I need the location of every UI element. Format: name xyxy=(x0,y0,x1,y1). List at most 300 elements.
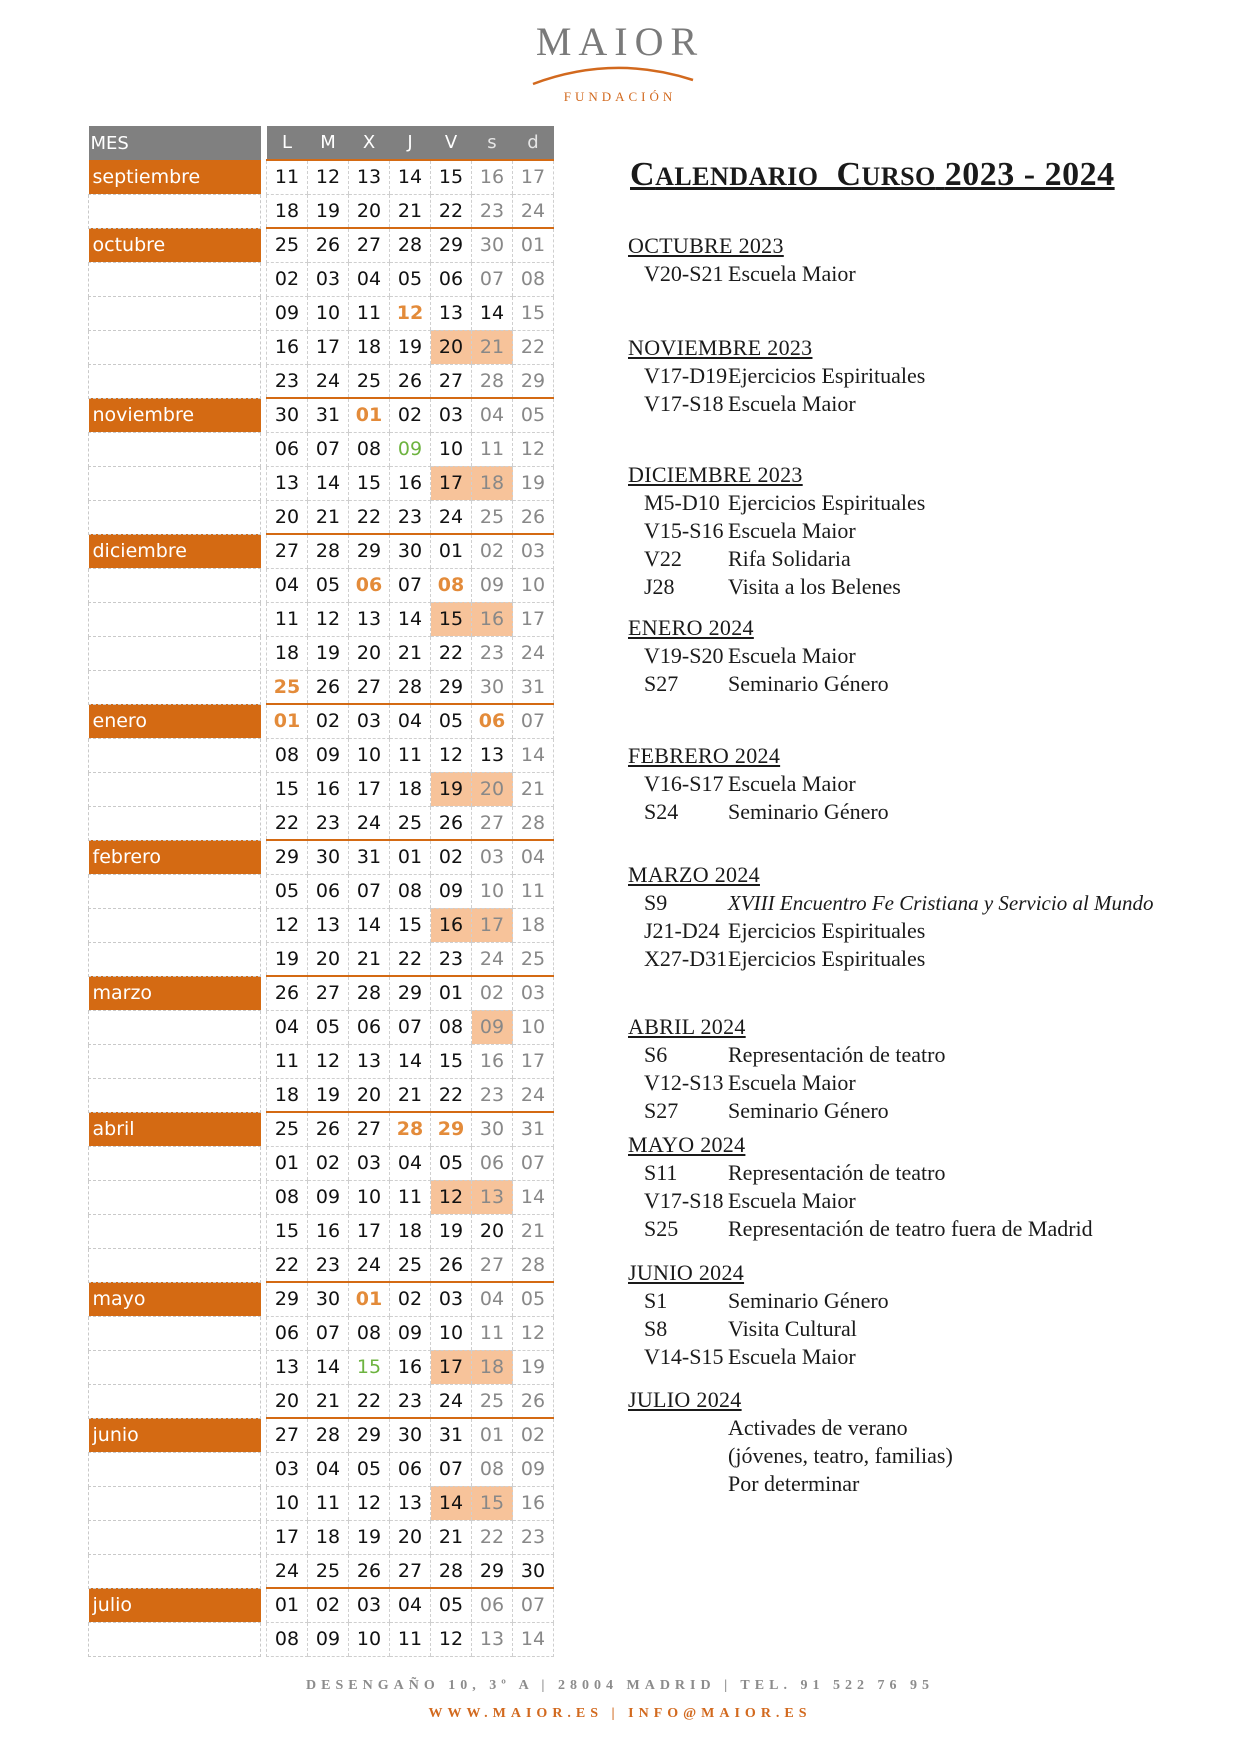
day-cell: 16 xyxy=(308,1214,349,1248)
month-spacer xyxy=(89,1044,261,1078)
event-description: Ejercicios Espirituales xyxy=(728,946,926,971)
event-row xyxy=(628,390,1188,418)
event-description: Seminario Género xyxy=(728,1288,889,1313)
day-cell-holiday: 01 xyxy=(267,704,308,738)
day-cell: 06 xyxy=(308,874,349,908)
day-cell: 26 xyxy=(431,806,472,840)
day-cell: 20 xyxy=(349,1078,390,1112)
day-cell: 13 xyxy=(308,908,349,942)
day-cell: 28 xyxy=(349,976,390,1010)
day-cell: 12 xyxy=(308,602,349,636)
day-cell: 14 xyxy=(390,160,431,194)
day-cell: 23 xyxy=(267,364,308,398)
month-section xyxy=(628,861,1188,973)
day-cell: 29 xyxy=(390,976,431,1010)
day-cell: 24 xyxy=(513,194,554,228)
day-cell: 20 xyxy=(308,942,349,976)
header-day: d xyxy=(513,126,554,160)
day-cell: 28 xyxy=(390,670,431,704)
day-cell: 31 xyxy=(308,398,349,432)
day-cell: 04 xyxy=(472,1282,513,1316)
day-cell: 25 xyxy=(513,942,554,976)
day-cell-holiday: 01 xyxy=(349,398,390,432)
day-cell: 28 xyxy=(472,364,513,398)
day-cell: 16 xyxy=(267,330,308,364)
month-spacer xyxy=(89,1146,261,1180)
day-cell: 21 xyxy=(390,636,431,670)
day-cell: 11 xyxy=(390,1180,431,1214)
day-cell: 02 xyxy=(267,262,308,296)
day-cell: 14 xyxy=(513,1622,554,1656)
day-cell: 15 xyxy=(513,296,554,330)
event-description: Representación de teatro xyxy=(728,1160,946,1185)
day-cell: 26 xyxy=(267,976,308,1010)
day-cell: 10 xyxy=(308,296,349,330)
month-spacer xyxy=(89,1554,261,1588)
day-cell: 17 xyxy=(513,1044,554,1078)
day-cell: 13 xyxy=(472,738,513,772)
day-cell: 02 xyxy=(513,1418,554,1452)
day-cell: 06 xyxy=(431,262,472,296)
month-spacer xyxy=(89,1384,261,1418)
day-cell: 10 xyxy=(431,1316,472,1350)
day-cell: 22 xyxy=(267,806,308,840)
event-row xyxy=(628,798,1188,826)
event-date: S25 xyxy=(644,1216,679,1241)
month-spacer xyxy=(89,568,261,602)
month-section xyxy=(628,232,1188,288)
day-cell: 12 xyxy=(349,1486,390,1520)
day-cell: 10 xyxy=(349,738,390,772)
day-cell: 09 xyxy=(390,1316,431,1350)
day-cell: 07 xyxy=(431,1452,472,1486)
day-cell: 13 xyxy=(349,160,390,194)
day-cell-event: 18 xyxy=(472,466,513,500)
day-cell: 27 xyxy=(308,976,349,1010)
event-description: Representación de teatro xyxy=(728,1042,946,1067)
day-cell: 27 xyxy=(349,228,390,262)
day-cell: 02 xyxy=(308,1588,349,1622)
day-cell: 08 xyxy=(349,432,390,466)
day-cell: 13 xyxy=(472,1622,513,1656)
event-date: S27 xyxy=(644,1098,679,1123)
day-cell: 07 xyxy=(390,1010,431,1044)
month-spacer xyxy=(89,1486,261,1520)
month-spacer xyxy=(89,636,261,670)
day-cell: 27 xyxy=(431,364,472,398)
day-cell: 08 xyxy=(267,1622,308,1656)
day-cell: 14 xyxy=(513,738,554,772)
section-title: FEBRERO 2024 xyxy=(628,743,781,768)
month-section xyxy=(628,334,1188,418)
day-cell: 17 xyxy=(267,1520,308,1554)
day-cell: 02 xyxy=(472,534,513,568)
day-cell: 12 xyxy=(513,1316,554,1350)
month-spacer xyxy=(89,1520,261,1554)
event-row xyxy=(628,1343,1188,1371)
event-row xyxy=(628,642,1188,670)
day-cell: 30 xyxy=(513,1554,554,1588)
day-cell: 02 xyxy=(390,398,431,432)
day-cell: 31 xyxy=(349,840,390,874)
day-cell-event: 16 xyxy=(472,602,513,636)
day-cell: 11 xyxy=(267,160,308,194)
month-spacer xyxy=(89,602,261,636)
day-cell: 08 xyxy=(431,1010,472,1044)
event-date: V19-S20 xyxy=(644,643,724,668)
calendar-week-row xyxy=(89,1622,554,1656)
day-cell: 18 xyxy=(349,330,390,364)
day-cell: 06 xyxy=(267,432,308,466)
day-cell: 14 xyxy=(349,908,390,942)
day-cell: 01 xyxy=(431,976,472,1010)
day-cell: 11 xyxy=(349,296,390,330)
day-cell: 04 xyxy=(390,704,431,738)
month-section xyxy=(628,461,1188,601)
day-cell: 30 xyxy=(390,1418,431,1452)
event-row xyxy=(628,1097,1188,1125)
day-cell: 07 xyxy=(513,1588,554,1622)
calendar-week-row xyxy=(89,976,554,1010)
calendar-week-row xyxy=(89,364,554,398)
month-label: febrero xyxy=(89,840,261,874)
calendar-week-row xyxy=(89,1384,554,1418)
day-cell: 30 xyxy=(472,228,513,262)
day-cell: 05 xyxy=(513,1282,554,1316)
calendar-week-row xyxy=(89,1316,554,1350)
day-cell: 21 xyxy=(513,1214,554,1248)
day-cell: 22 xyxy=(431,636,472,670)
calendar-week-row xyxy=(89,806,554,840)
calendar-week-row xyxy=(89,1520,554,1554)
event-date: S8 xyxy=(644,1316,668,1341)
day-cell: 05 xyxy=(349,1452,390,1486)
day-cell: 30 xyxy=(472,1112,513,1146)
day-cell: 23 xyxy=(472,636,513,670)
day-cell-event: 16 xyxy=(431,908,472,942)
event-date xyxy=(628,1442,728,1470)
event-description: Escuela Maior xyxy=(728,1070,856,1095)
footer-address: DESENGAÑO 10, 3º A | 28004 MADRID | TEL. 91 522 76 95 xyxy=(306,1678,934,1693)
day-cell: 24 xyxy=(349,806,390,840)
calendar-week-row xyxy=(89,262,554,296)
day-cell: 09 xyxy=(431,874,472,908)
day-cell: 05 xyxy=(390,262,431,296)
day-cell-holiday: 06 xyxy=(349,568,390,602)
day-cell: 28 xyxy=(431,1554,472,1588)
day-cell: 10 xyxy=(267,1486,308,1520)
month-spacer xyxy=(89,772,261,806)
day-cell: 16 xyxy=(390,466,431,500)
day-cell: 14 xyxy=(513,1180,554,1214)
day-cell: 28 xyxy=(390,228,431,262)
day-cell: 03 xyxy=(349,1588,390,1622)
calendar-week-row xyxy=(89,636,554,670)
header-day: M xyxy=(308,126,349,160)
day-cell: 21 xyxy=(308,1384,349,1418)
day-cell: 04 xyxy=(267,1010,308,1044)
event-description: Seminario Género xyxy=(728,799,889,824)
day-cell: 19 xyxy=(349,1520,390,1554)
event-date: V17-D19 xyxy=(644,363,728,388)
event-date: J28 xyxy=(644,574,675,599)
day-cell: 02 xyxy=(390,1282,431,1316)
month-label: junio xyxy=(89,1418,261,1452)
day-cell: 22 xyxy=(472,1520,513,1554)
day-cell: 04 xyxy=(390,1588,431,1622)
day-cell: 05 xyxy=(431,1146,472,1180)
calendar-week-row xyxy=(89,568,554,602)
day-cell: 22 xyxy=(390,942,431,976)
day-cell: 19 xyxy=(308,636,349,670)
event-description: Activades de verano xyxy=(728,1415,908,1440)
month-label: octubre xyxy=(89,228,261,262)
header-day: V xyxy=(431,126,472,160)
month-spacer xyxy=(89,330,261,364)
day-cell: 28 xyxy=(308,534,349,568)
calendar-table xyxy=(88,126,554,1657)
month-label: diciembre xyxy=(89,534,261,568)
month-spacer xyxy=(89,670,261,704)
calendar-week-row xyxy=(89,1588,554,1622)
day-cell: 16 xyxy=(472,1044,513,1078)
day-cell: 15 xyxy=(349,1350,390,1384)
day-cell: 29 xyxy=(349,1418,390,1452)
day-cell-event: 14 xyxy=(431,1486,472,1520)
day-cell: 04 xyxy=(472,398,513,432)
day-cell: 03 xyxy=(513,534,554,568)
day-cell: 01 xyxy=(267,1146,308,1180)
day-cell: 06 xyxy=(472,1146,513,1180)
calendar-week-row xyxy=(89,1180,554,1214)
event-row xyxy=(628,1287,1188,1315)
event-date: S27 xyxy=(644,671,679,696)
month-spacer xyxy=(89,738,261,772)
event-row xyxy=(628,362,1188,390)
day-cell-event: 17 xyxy=(472,908,513,942)
day-cell: 09 xyxy=(472,568,513,602)
day-cell: 07 xyxy=(472,262,513,296)
month-spacer xyxy=(89,364,261,398)
day-cell: 31 xyxy=(513,670,554,704)
day-cell: 01 xyxy=(267,1588,308,1622)
day-cell: 19 xyxy=(308,1078,349,1112)
day-cell: 18 xyxy=(267,194,308,228)
calendar-week-row xyxy=(89,1044,554,1078)
day-cell: 15 xyxy=(349,466,390,500)
section-title: NOVIEMBRE 2023 xyxy=(628,335,813,360)
day-cell: 03 xyxy=(431,1282,472,1316)
day-cell: 12 xyxy=(308,160,349,194)
day-cell: 06 xyxy=(472,1588,513,1622)
calendar-week-row xyxy=(89,1112,554,1146)
day-cell-holiday: 29 xyxy=(431,1112,472,1146)
day-cell: 07 xyxy=(513,1146,554,1180)
day-cell: 30 xyxy=(308,840,349,874)
day-cell: 03 xyxy=(349,704,390,738)
day-cell: 01 xyxy=(472,1418,513,1452)
day-cell: 21 xyxy=(431,1520,472,1554)
event-description: Escuela Maior xyxy=(728,1344,856,1369)
day-cell: 27 xyxy=(349,1112,390,1146)
calendar-week-row xyxy=(89,296,554,330)
day-cell: 23 xyxy=(472,194,513,228)
day-cell: 12 xyxy=(513,432,554,466)
day-cell: 19 xyxy=(308,194,349,228)
day-cell: 27 xyxy=(472,1248,513,1282)
day-cell: 23 xyxy=(390,500,431,534)
month-label: septiembre xyxy=(89,160,261,194)
day-cell: 24 xyxy=(308,364,349,398)
day-cell: 15 xyxy=(267,1214,308,1248)
calendar-week-row xyxy=(89,1486,554,1520)
day-cell: 10 xyxy=(513,568,554,602)
day-cell: 02 xyxy=(431,840,472,874)
day-cell: 26 xyxy=(431,1248,472,1282)
calendar-week-row xyxy=(89,1554,554,1588)
calendar-week-row xyxy=(89,670,554,704)
day-cell-holiday: 08 xyxy=(431,568,472,602)
day-cell: 08 xyxy=(390,874,431,908)
calendar-week-row xyxy=(89,942,554,976)
calendar-week-row xyxy=(89,874,554,908)
day-cell: 25 xyxy=(349,364,390,398)
event-row xyxy=(628,670,1188,698)
section-title: MAYO 2024 xyxy=(628,1132,746,1157)
day-cell: 09 xyxy=(308,738,349,772)
day-cell: 26 xyxy=(390,364,431,398)
calendar-week-row xyxy=(89,432,554,466)
day-cell: 25 xyxy=(308,1554,349,1588)
event-date: J21-D24 xyxy=(644,918,720,943)
calendar-week-row xyxy=(89,1452,554,1486)
event-description: (jóvenes, teatro, familias) xyxy=(728,1443,953,1468)
day-cell: 26 xyxy=(349,1554,390,1588)
header-day: J xyxy=(390,126,431,160)
day-cell: 06 xyxy=(267,1316,308,1350)
day-cell: 24 xyxy=(267,1554,308,1588)
event-row xyxy=(628,517,1188,545)
month-spacer xyxy=(89,466,261,500)
day-cell: 04 xyxy=(349,262,390,296)
day-cell: 09 xyxy=(308,1180,349,1214)
day-cell-event: 12 xyxy=(431,1180,472,1214)
day-cell: 26 xyxy=(308,228,349,262)
day-cell: 16 xyxy=(308,772,349,806)
event-row xyxy=(628,1442,1188,1470)
calendar-body xyxy=(89,160,554,1656)
day-cell: 11 xyxy=(308,1486,349,1520)
header-month: MES xyxy=(89,126,261,160)
day-cell: 03 xyxy=(431,398,472,432)
day-cell: 29 xyxy=(431,670,472,704)
header-day: X xyxy=(349,126,390,160)
month-spacer xyxy=(89,262,261,296)
month-section xyxy=(628,1386,1188,1498)
day-cell-event: 20 xyxy=(472,772,513,806)
day-cell: 01 xyxy=(431,534,472,568)
day-cell: 22 xyxy=(267,1248,308,1282)
day-cell: 22 xyxy=(431,1078,472,1112)
month-spacer xyxy=(89,1214,261,1248)
day-cell-event: 09 xyxy=(472,1010,513,1044)
day-cell: 23 xyxy=(308,1248,349,1282)
day-cell: 16 xyxy=(390,1350,431,1384)
month-spacer xyxy=(89,1248,261,1282)
day-cell: 09 xyxy=(513,1452,554,1486)
event-row xyxy=(628,1315,1188,1343)
event-description: Rifa Solidaria xyxy=(728,546,851,571)
day-cell: 13 xyxy=(431,296,472,330)
calendar-week-row xyxy=(89,1214,554,1248)
event-row xyxy=(628,260,1188,288)
event-row xyxy=(628,770,1188,798)
day-cell: 01 xyxy=(390,840,431,874)
month-spacer xyxy=(89,500,261,534)
day-cell: 18 xyxy=(390,1214,431,1248)
calendar-week-row xyxy=(89,466,554,500)
event-date: S1 xyxy=(644,1288,668,1313)
day-cell: 20 xyxy=(390,1520,431,1554)
month-spacer xyxy=(89,806,261,840)
day-cell: 19 xyxy=(513,1350,554,1384)
event-date: S24 xyxy=(644,799,679,824)
event-description: Ejercicios Espirituales xyxy=(728,490,926,515)
day-cell: 04 xyxy=(308,1452,349,1486)
day-cell: 15 xyxy=(431,160,472,194)
day-cell: 28 xyxy=(513,806,554,840)
day-cell: 11 xyxy=(390,1622,431,1656)
section-title: OCTUBRE 2023 xyxy=(628,233,784,258)
day-cell: 03 xyxy=(349,1146,390,1180)
day-cell: 20 xyxy=(267,500,308,534)
day-cell: 31 xyxy=(431,1418,472,1452)
day-cell: 11 xyxy=(513,874,554,908)
calendar-week-row xyxy=(89,228,554,262)
event-date: V17-S18 xyxy=(644,1188,724,1213)
day-cell: 24 xyxy=(349,1248,390,1282)
day-cell: 05 xyxy=(513,398,554,432)
day-cell: 03 xyxy=(308,262,349,296)
section-title: MARZO 2024 xyxy=(628,862,760,887)
day-cell-event: 15 xyxy=(472,1486,513,1520)
day-cell: 18 xyxy=(513,908,554,942)
day-cell: 19 xyxy=(431,1214,472,1248)
event-description: Escuela Maior xyxy=(728,771,856,796)
day-cell: 05 xyxy=(308,1010,349,1044)
calendar-week-row xyxy=(89,772,554,806)
section-title: ENERO 2024 xyxy=(628,615,754,640)
calendar-week-row xyxy=(89,1350,554,1384)
month-label: julio xyxy=(89,1588,261,1622)
calendar-week-row xyxy=(89,908,554,942)
day-cell-event: 17 xyxy=(431,466,472,500)
day-cell: 07 xyxy=(513,704,554,738)
day-cell: 02 xyxy=(308,1146,349,1180)
month-label: noviembre xyxy=(89,398,261,432)
event-description: Escuela Maior xyxy=(728,518,856,543)
day-cell: 02 xyxy=(472,976,513,1010)
day-cell: 12 xyxy=(431,1622,472,1656)
day-cell: 31 xyxy=(513,1112,554,1146)
day-cell: 05 xyxy=(267,874,308,908)
month-spacer xyxy=(89,1078,261,1112)
day-cell: 06 xyxy=(349,1010,390,1044)
day-cell: 04 xyxy=(267,568,308,602)
section-title: JULIO 2024 xyxy=(628,1387,742,1412)
logo-wordmark: MAIOR xyxy=(535,19,705,64)
day-cell: 24 xyxy=(472,942,513,976)
